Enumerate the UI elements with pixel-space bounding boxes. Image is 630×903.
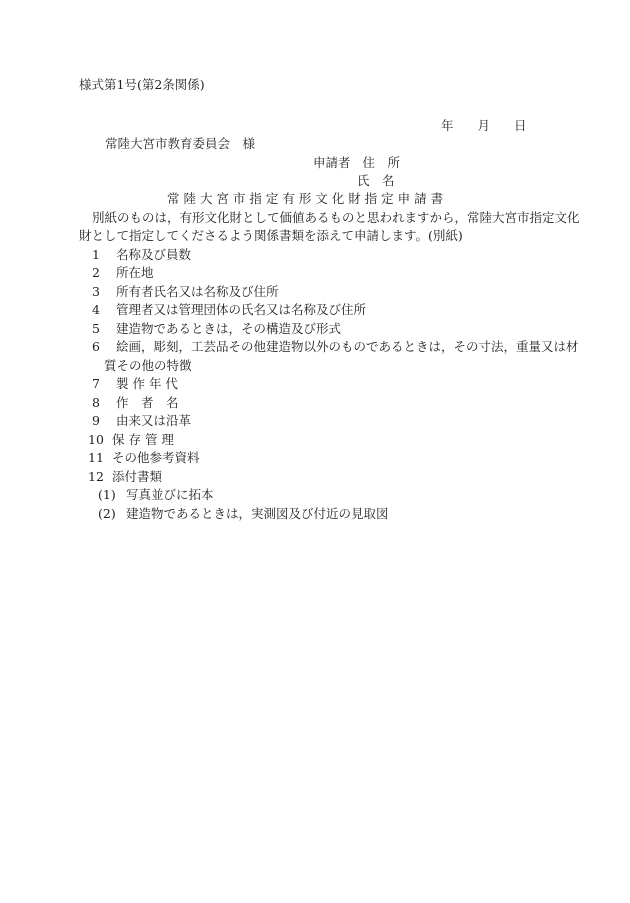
list-item	[92, 249, 191, 262]
subitem-text: 建造物であるときは，実測図及び付近の見取図	[126, 506, 389, 521]
item-text: その他参考資料	[112, 450, 200, 465]
item-number: 5	[92, 321, 100, 336]
item-text: 所在地	[116, 265, 154, 280]
form-number: 様式第1号(第2条関係)	[79, 77, 205, 92]
subitem-number: (2)	[98, 506, 116, 521]
item-text: 製 作 年 代	[116, 376, 178, 391]
item-text: 管理者又は管理団体の氏名又は名称及び住所	[116, 302, 367, 317]
applicant-label: 申請者	[313, 155, 351, 170]
item-number: 7	[92, 376, 100, 391]
document-title: 常 陸 大 宮 市 指 定 有 形 文 化 財 指 定 申 請 書	[167, 191, 444, 206]
item-number: 2	[92, 265, 100, 280]
item-number: 4	[92, 302, 100, 317]
item-number: 6	[92, 339, 100, 354]
list-item	[92, 378, 178, 391]
list-item	[92, 341, 579, 354]
item-text: 保 存 管 理	[112, 432, 174, 447]
applicant-address: 住 所	[362, 155, 401, 170]
sub-list-item	[98, 508, 389, 521]
applicant-name: 氏 名	[357, 173, 395, 188]
item-number: 3	[92, 284, 100, 299]
body-line-2: 財として指定してくださるよう関係書類を添えて申請します。(別紙)	[79, 228, 463, 243]
body-line-1: 別紙のものは，有形文化財として価値あるものと思われますから，常陸大宮市指定文化	[92, 210, 580, 225]
item-number: 8	[92, 395, 100, 410]
item-text: 建造物であるときは，その構造及び形式	[116, 321, 342, 336]
list-item	[92, 323, 341, 336]
date-month: 月	[477, 118, 491, 133]
list-item	[92, 397, 179, 410]
item-number: 1	[92, 247, 100, 262]
list-item	[88, 452, 200, 465]
subitem-number: (1)	[98, 487, 116, 502]
item-number: 12	[88, 469, 104, 484]
list-item	[92, 415, 191, 428]
sub-list-item	[98, 489, 214, 502]
item-number: 10	[88, 432, 104, 447]
item-text: 所有者氏名又は名称及び住所	[116, 284, 279, 299]
item-text: 由来又は沿革	[116, 413, 192, 428]
item-text: 名称及び員数	[116, 247, 192, 262]
list-item	[92, 304, 366, 317]
item-number: 11	[88, 450, 104, 465]
item-text: 絵画，彫刻，工芸品その他建造物以外のものであるときは，その寸法，重量又は材	[116, 339, 579, 354]
item-text: 添付書類	[112, 469, 163, 484]
item-text: 作 者 名	[116, 395, 179, 410]
list-item	[92, 267, 154, 280]
item-number: 9	[92, 413, 100, 428]
applicant-address-line	[313, 157, 400, 170]
subitem-text: 写真並びに拓本	[126, 487, 214, 502]
date-day: 日	[514, 118, 527, 133]
list-item	[92, 286, 279, 299]
list-item	[88, 434, 174, 447]
date-line	[441, 120, 527, 133]
item-continuation: 質その他の特徴	[104, 358, 192, 373]
date-year: 年	[441, 118, 454, 133]
addressee: 常陸大宮市教育委員会 様	[105, 136, 256, 151]
list-item	[88, 471, 162, 484]
